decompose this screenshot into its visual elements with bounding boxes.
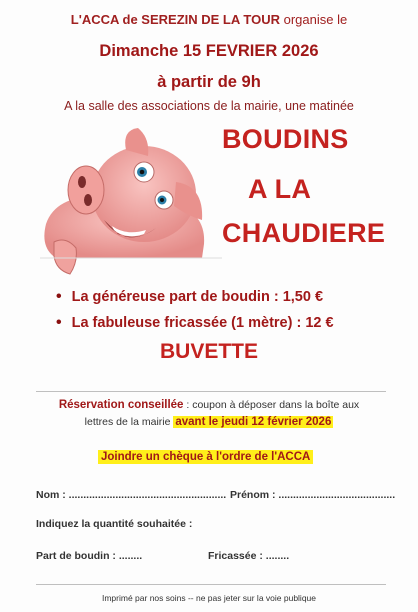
fricassee-quantity-field[interactable]: Fricassée : ........ [208,550,290,562]
divider [36,584,386,585]
offer-text: La fabuleuse fricassée (1 mètre) : 12 € [71,315,334,331]
reservation-line-2 [0,416,418,428]
event-time: à partir de 9h [157,73,261,91]
buvette-heading: BUVETTE [160,340,259,363]
boudin-quantity-field[interactable]: Part de boudin : ........ [36,550,143,562]
organizer-name: L'ACCA de SEREZIN DE LA TOUR [70,12,280,27]
event-date: Dimanche 15 FEVRIER 2026 [99,42,319,60]
bullet-icon: • [56,314,62,331]
reservation-prefix: lettres de la mairie [84,416,174,428]
list-item [56,310,334,336]
reservation-line-1 [0,399,418,411]
title-line-3: CHAUDIERE [222,218,386,248]
event-venue: A la salle des associations de la mairie, une matinée [64,99,354,113]
organizer-line [0,12,418,27]
divider [36,391,386,392]
organise-text: organise le [279,12,348,27]
cheque-note: Joindre un chèque à l'ordre de l'ACCA [98,450,313,464]
reservation-text: : coupon à déposer dans la boîte aux [183,399,360,411]
quantity-label: Indiquez la quantité souhaitée : [36,518,193,530]
reservation-label: Réservation conseillée [58,399,184,411]
footer-note: Imprimé par nos soins -- ne pas jeter sur la voie publique [101,593,317,603]
offer-text: La généreuse part de boudin : 1,50 € [71,289,324,305]
title-line-1: BOUDINS [222,124,349,154]
list-item [56,284,334,310]
prenom-field[interactable]: Prénom : ........................................ [230,489,396,501]
deadline-highlight: avant le jeudi 12 février 2026 [175,416,332,428]
pig-icon [26,124,222,284]
nom-field[interactable]: Nom : ...................................................... [36,489,227,501]
title-line-2: A LA [248,174,312,204]
bullet-icon: • [56,288,62,305]
price-list [56,284,334,336]
